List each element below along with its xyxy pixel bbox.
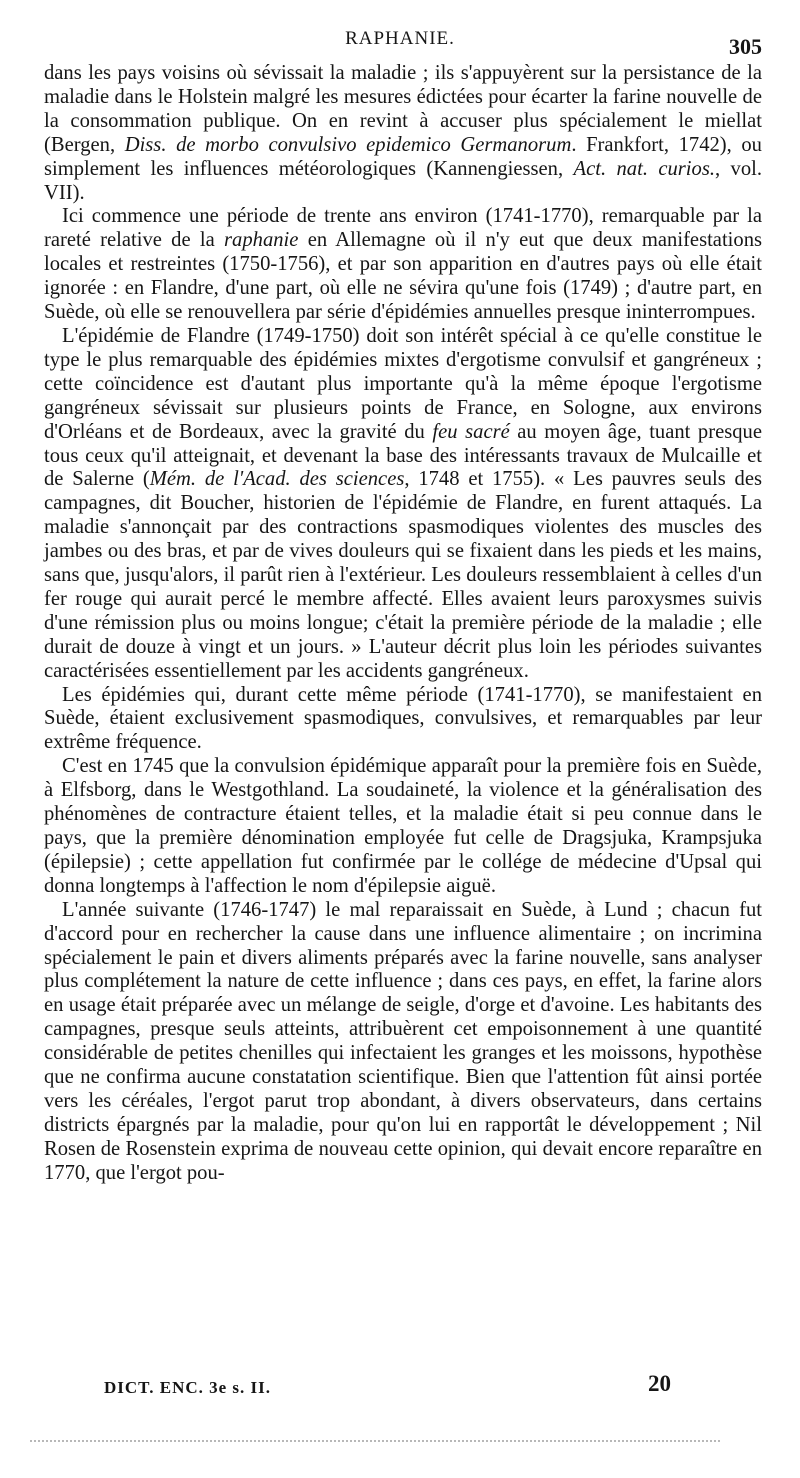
text-run: en Allemagne où il n'y eut que deux manifestations locales et restreintes (1750-1756), et par son apparition en d'autres pays où elle était ignorée : en Flandre, d'une part, où elle ne sévira qu'une fois (1749) ; d'autre part, en Suède, où elle se renouvellera par série d'épidémies annuelles presque ininterrompues. — [44, 229, 762, 324]
paragraph — [44, 325, 762, 684]
footer-signature: DICT. ENC. 3e s. II. — [104, 1378, 272, 1397]
text-run: . Frankfort, 1742), ou simplement les influences météorologiques (Kannengiessen, — [44, 133, 762, 180]
paragraph — [44, 205, 762, 325]
body-text — [44, 62, 762, 1186]
page-number: 305 — [729, 34, 762, 59]
running-head-title: RAPHANIE. — [345, 28, 455, 49]
italic-citation: Diss. de morbo convulsivo epidemico Germanorum — [124, 133, 572, 156]
text-run: L'épidémie de Flandre (1749-1750) doit son intérêt spécial à ce qu'elle constitue le type le plus remarquable des épidémies mixtes d'ergotisme convulsif et gangréneux ; cette coïncidence est d'autant plus importante qu'à la même époque l'ergotisme gangréneux sévissait sur plusieurs points de France, en Sologne, aux environs d'Orléans et de Bordeaux, avec la gravité du — [44, 324, 762, 443]
italic-citation: Mém. de l'Acad. des sciences — [149, 468, 405, 491]
italic-citation: raphanie — [224, 229, 299, 252]
text-run: dans les pays voisins où sévissait la maladie ; ils s'appuyèrent sur la persistance de la maladie dans le Holstein malgré les mesures édictées pour écarter la farine nouvelle de la consommation publique. On en revint à accuser plus spécialement le miellat (Bergen, — [44, 62, 762, 156]
text-run: Ici commence une période de trente ans environ (1741-1770), remarquable par la rareté relative de la — [44, 205, 762, 252]
text-run: L'année suivante (1746-1747) le mal reparaissait en Suède, à Lund ; chacun fut d'accord pour en rechercher la cause dans une influence alimentaire ; on incrimina spécialement le pain et divers aliments préparés avec la farine nouvelle, sans analyser plus complétement la nature de cette influence ; dans ces pays, en effet, la farine alors en usage était préparée avec un mélange de seigle, d'orge et d'avoine. Les habitants des campagnes, presque seuls atteints, attribuèrent cet empoisonnement à une quantité considérable de petites chenilles qui infectaient les granges et les moissons, hypothèse que ne confirma aucune constatation scientifique. Bien que l'attention fût ainsi portée vers les céréales, l'ergot parut trop abondant, à divers observateurs, dans certains districts épargnés par la maladie, pour qu'on lui en rapportât le développement ; Nil Rosen de Rosenstein exprima de nouveau cette opinion, qui devait encore reparaître en 1770, que l'ergot pou- — [44, 898, 762, 1184]
italic-citation: feu sacré — [432, 420, 510, 443]
text-run: Les épidémies qui, durant cette même période (1741-1770), se manifestaient en Suède, étaient exclusivement spasmodiques, convulsives, et remarquables par leur extrême fréquence. — [44, 683, 762, 754]
footer-sheet-number: 20 — [648, 1371, 671, 1396]
text-run: , vol. VII). — [44, 157, 763, 204]
italic-citation: Act. nat. curios. — [573, 157, 715, 180]
paragraph — [44, 62, 762, 205]
text-run: , 1748 et 1755). « Les pauvres seuls des campagnes, dit Boucher, historien de l'épidémie de Flandre, en furent attaqués. La maladie s'annonçait par des contractions spasmodiques violentes des muscles des jambes ou des bras, et par de vives douleurs qui se fixaient dans les pieds et les mains, sans que, jusqu'alors, il parût rien à l'extérieur. Les douleurs ressemblaient à celles d'un fer rouge qui aurait percé le membre affecté. Elles avaient leurs paroxysmes suivis d'une rémission plus ou moins longue; c'était la première période de la maladie ; elle durait de douze à vingt et un jours. » L'auteur décrit plus loin les périodes suivantes caractérisées essentiellement par les accidents gangréneux. — [44, 468, 763, 682]
paragraph — [44, 755, 762, 898]
paragraph — [44, 899, 762, 1186]
text-run: au moyen âge, tuant presque tous ceux qu'il atteignait, et devenant la base des intéressants travaux de Mulcaille et de Salerne ( — [44, 420, 762, 491]
page-bottom-dotted-line — [30, 1440, 720, 1442]
text-run: C'est en 1745 que la convulsion épidémique apparaît pour la première fois en Suède, à Elfsborg, dans le Westgothland. La soudaineté, la violence et la généralisation des phénomènes de contracture étaient telles, et la maladie était si peu connue dans le pays, que la première dénomination employée fut celle de Dragsjuka, Krampsjuka (épilepsie) ; cette appellation fut confirmée par le collége de médecine d'Upsal qui donna longtemps à l'affection le nom d'épilepsie aiguë. — [44, 755, 762, 897]
paragraph — [44, 684, 762, 756]
